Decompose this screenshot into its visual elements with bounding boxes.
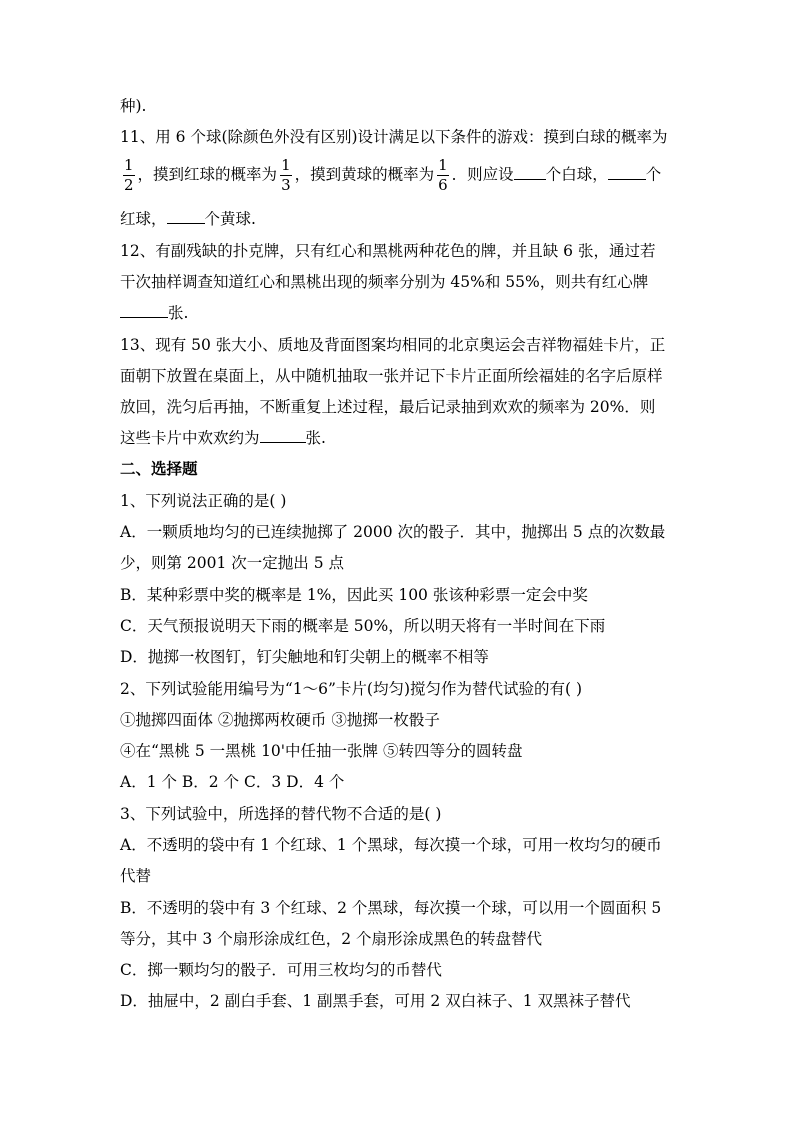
question-11-line-3: 红球， 个黄球.	[120, 210, 256, 228]
choice-3-option-c: C．掷一颗均匀的骰子．可用三枚均匀的币替代	[120, 961, 442, 979]
question-13-line-1: 13、现有 50 张大小、质地及背面图案均相同的北京奥运会吉祥物福娃卡片，正	[120, 336, 666, 354]
choice-3-option-b-line-2: 等分，其中 3 个扇形涂成红色，2 个扇形涂成黑色的转盘替代	[120, 930, 543, 948]
choice-1-option-a-line-1: A．一颗质地均匀的已连续抛掷了 2000 次的骰子．其中，抛掷出 5 点的次数最	[120, 523, 666, 541]
question-12-line-2: 干次抽样调查知道红心和黑桃出现的频率分别为 45%和 55%，则共有红心牌	[120, 273, 649, 291]
choice-2-items-line-1: ①抛掷四面体 ②抛掷两枚硬币 ③抛掷一枚骰子	[120, 711, 440, 729]
choice-3-option-b-line-1: B．不透明的袋中有 3 个红球、2 个黑球，每次摸一个球，可以用一个圆面积 5	[120, 899, 662, 917]
answer-blank	[167, 209, 205, 224]
question-11-line-2: $\frac{1}{2}$ ，摸到红球的概率为 $\frac{1}{3}$ ，摸到黄球的概率为 $\frac{1}{6}$ ．则应设 个白球， 个	[124, 156, 662, 194]
fraction-one-sixth: $\frac{1}{6}$	[438, 156, 448, 194]
answer-blank	[608, 165, 646, 180]
choice-1-option-c: C．天气预报说明天下雨的概率是 50%，所以明天将有一半时间在下雨	[120, 617, 606, 635]
fraction-one-third: $\frac{1}{3}$	[281, 156, 291, 194]
question-13-line-3: 放回，洗匀后再抽，不断重复上述过程，最后记录抽到欢欢的频率为 20%．则	[120, 398, 656, 416]
question-12-line-3: 张.	[120, 303, 188, 323]
question-11-line-1: 11、用 6 个球(除颜色外没有区别)设计满足以下条件的游戏：摸到白球的概率为	[120, 128, 668, 146]
choice-2-options: A．1 个 B．2 个 C．3 D．4 个	[120, 773, 345, 791]
question-12-line-1: 12、有副残缺的扑克牌，只有红心和黑桃两种花色的牌，并且缺 6 张，通过若	[120, 242, 656, 260]
question-13-line-4: 这些卡片中欢欢约为 张.	[120, 429, 326, 447]
answer-blank	[514, 165, 546, 180]
fraction-one-half: $\frac{1}{2}$	[124, 156, 134, 194]
choice-1-option-d: D．抛掷一枚图钉，钉尖触地和钉尖朝上的概率不相等	[120, 648, 489, 666]
choice-3-option-a-line-1: A．不透明的袋中有 1 个红球、1 个黑球，每次摸一个球，可用一枚均匀的硬币	[120, 836, 662, 854]
choice-1-option-a-line-2: 少，则第 2001 次一定抛出 5 点	[120, 554, 345, 572]
choice-1-option-b: B．某种彩票中奖的概率是 1%，因此买 100 张该种彩票一定会中奖	[120, 586, 588, 604]
choice-3-option-a-line-2: 代替	[120, 867, 152, 885]
choice-question-1: 1、下列说法正确的是( )	[120, 492, 287, 510]
question-13-line-2: 面朝下放置在桌面上，从中随机抽取一张并记下卡片正面所绘福娃的名字后原样	[120, 367, 663, 385]
choice-question-3: 3、下列试验中，所选择的替代物不合适的是( )	[120, 805, 442, 823]
choice-2-items-line-2: ④在“黑桃 5 一黑桃 10'中任抽一张牌 ⑤转四等分的圆转盘	[120, 742, 523, 760]
answer-blank	[260, 428, 306, 443]
choice-3-option-d: D．抽屉中，2 副白手套、1 副黑手套，可用 2 双白袜子、1 双黑袜子替代	[120, 992, 631, 1010]
choice-question-2: 2、下列试验能用编号为“1～6”卡片(均匀)搅匀作为替代试验的有( )	[120, 680, 583, 698]
text-line: 种).	[120, 97, 147, 115]
section-heading: 二、选择题	[120, 460, 198, 478]
answer-blank	[120, 303, 168, 318]
